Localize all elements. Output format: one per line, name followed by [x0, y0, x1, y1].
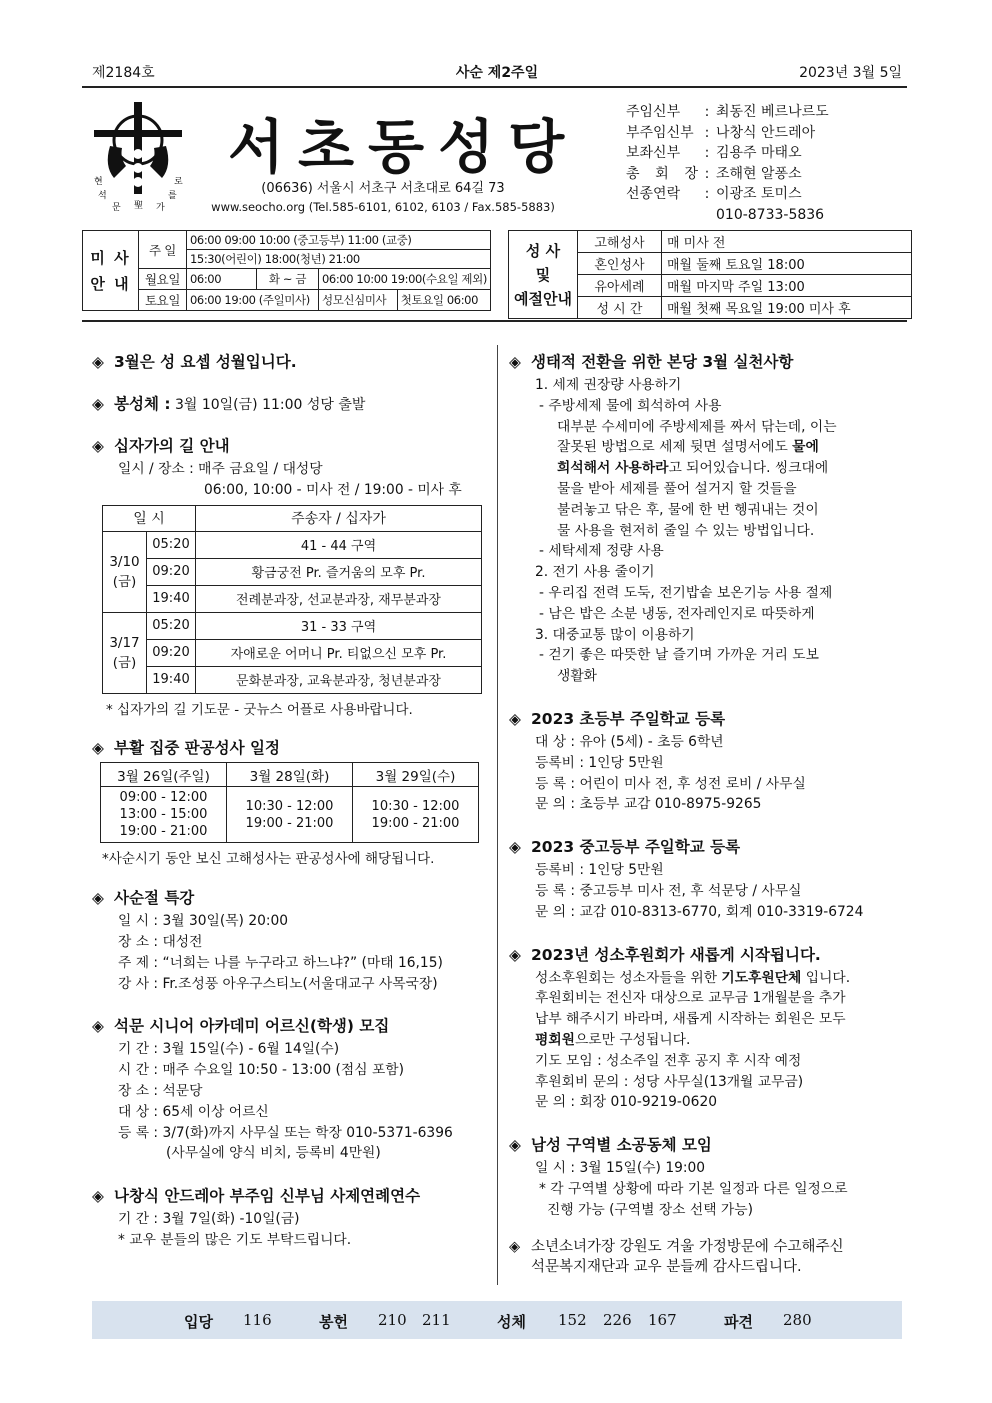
notice-st-joseph: ◈ 3월은 성 요셉 성월입니다. — [92, 353, 297, 371]
clergy-row: 보좌신부 : 김용주 마태오 — [626, 145, 802, 161]
church-logo-icon — [90, 96, 186, 212]
offertory-hymn: 210 — [378, 1311, 407, 1329]
stations-table — [102, 505, 482, 694]
table-row: 19:40 전례분과장, 선교분과장, 재무분과장 — [103, 585, 482, 612]
diamond-bullet-icon: ◈ — [92, 1017, 104, 1036]
offertory-hymn: 211 — [422, 1311, 451, 1329]
communion-hymn: 167 — [648, 1311, 677, 1329]
logo-char: 문 — [112, 203, 121, 212]
notice-thanks: ◈ 소년소녀가장 강원도 겨울 가정방문에 수고해주신 석문복지재단과 교우 분들께 감사드립니다. — [509, 1238, 844, 1276]
sacraments-table — [508, 230, 912, 319]
diamond-bullet-icon: ◈ — [92, 889, 104, 908]
offertory-label: 봉헌 — [319, 1313, 348, 1331]
notice-stations-of-cross: ◈ 십자가의 길 안내 일시 / 장소 : 매주 금요일 / 대성당 06:00, 10:00 - 미사 전 / 19:00 - 미사 후 일 시 주송자 / 십자가 3/10 (금) 05:20 41 - 44 구역 09:20 황금궁전 Pr. 즐거움의 모후 Pr. 19:40 전례분과장, 선교분과장, 재무분과장 3/17 (금) 05:20 31 - 33 구역 09:20 자애로운 어머니 Pr. 티없으신 모후 Pr. 19:40 문화분과장, 교육분과장, 청년분과장 * 십자가의 길 기도문 - 굿뉴스 어플로 사용바랍니다. — [92, 434, 482, 720]
mass-sunday-row2: 15:30(어린이) 18:00(청년) 21:00 — [187, 250, 491, 269]
confession-table — [100, 762, 479, 843]
clergy-row: 주임신부 : 최동진 베르나르도 — [626, 104, 829, 120]
mass-day-tue-fri: 화 ~ 금 — [257, 269, 319, 290]
logo-char: 로 — [174, 177, 183, 187]
logo-char: 가 — [156, 203, 165, 212]
diamond-bullet-icon: ◈ — [92, 395, 104, 413]
mass-first-saturday: 첫토요일 06:00 — [397, 290, 490, 311]
communion-label: 성체 — [497, 1313, 526, 1331]
mass-schedule-table — [82, 230, 491, 311]
diamond-bullet-icon: ◈ — [509, 1238, 521, 1255]
table-header: 3월 28일(화) — [227, 763, 353, 787]
mass-day-saturday: 토요일 — [139, 290, 187, 311]
mass-saturday-time: 06:00 19:00 (주일미사) — [187, 290, 319, 311]
website-contact: www.seocho.org (Tel.585-6101, 6102, 6103 / Fax.585-5883) — [211, 200, 555, 214]
mass-saturday-extra: 성모신심미사 — [319, 290, 398, 311]
confession-note: *사순시기 동안 보신 고해성사는 판공성사에 해당됩니다. — [102, 851, 435, 868]
issue-number: 제2184호 — [92, 65, 155, 81]
notice-elementary-school: ◈ 2023 초등부 주일학교 등록 대 상 : 유아 (5세) - 초등 6학년 등록비 : 1인당 5만원 등 록 : 어린이 미사 전, 후 성전 로비 / 사무실 문 의 : 초등부 교감 010-8975-9265 — [509, 709, 806, 813]
sacrament-time: 매 미사 전 — [661, 231, 911, 253]
notice-men-community: ◈ 남성 구역별 소공동체 모임 일 시 : 3월 15일(수) 19:00 * 각 구역별 상황에 따라 기본 일정과 다른 일정으로 진행 가능 (구역별 장소 선택 가능) — [509, 1136, 848, 1218]
table-row: 09:20 황금궁전 Pr. 즐거움의 모후 Pr. — [103, 558, 482, 585]
church-name: 서초동성당 — [228, 113, 579, 181]
dismissal-label: 파견 — [724, 1313, 753, 1331]
clergy-row: 총 회 장 : 조해현 알퐁소 — [626, 165, 802, 182]
logo-char: 석 — [98, 191, 107, 201]
address-line: (06636) 서울시 서초구 서초대로 64길 73 — [261, 181, 505, 196]
communion-hymn: 226 — [603, 1311, 632, 1329]
header-rule-bottom — [82, 320, 907, 322]
notice-confession-schedule: ◈ 부활 집중 판공성사 일정 3월 26일(주일) 3월 28일(화) 3월 29일(수) 09:00 - 12:00 13:00 - 15:00 19:00 - 21:00 10:30 - 12:00 19:00 - 21:00 10:30 - 12:00 19:00 - 21:00 *사순시기 동안 보신 고해성사는 판공성사에 해당됩니다. — [92, 736, 482, 870]
mass-monday-time: 06:00 — [187, 269, 257, 290]
sacraments-head: 성 사 및 예절안내 — [509, 231, 578, 319]
table-row: 09:20 자애로운 어머니 Pr. 티없으신 모후 Pr. — [103, 639, 482, 666]
table-row: 3/17 (금) 05:20 31 - 33 구역 — [103, 612, 482, 639]
mass-sunday-row1: 06:00 09:00 10:00 (중고등부) 11:00 (교중) — [187, 231, 491, 250]
table-row: 19:40 문화분과장, 교육분과장, 청년분과장 — [103, 666, 482, 693]
diamond-bullet-icon: ◈ — [509, 945, 521, 964]
diamond-bullet-icon: ◈ — [509, 838, 521, 857]
right-column — [509, 350, 905, 1298]
header-rule-top — [82, 86, 907, 88]
clergy-row: 부주임신부 : 나창식 안드레아 — [626, 124, 816, 141]
diamond-bullet-icon: ◈ — [92, 353, 104, 371]
diamond-bullet-icon: ◈ — [509, 1136, 521, 1155]
dismissal-hymn: 280 — [783, 1311, 812, 1329]
clergy-phone: 010-8733-5836 — [716, 206, 825, 223]
communion-hymn: 152 — [558, 1311, 587, 1329]
logo-char: 聖 — [134, 201, 144, 211]
logo-char: 현 — [94, 177, 103, 187]
notice-middle-high-school: ◈ 2023 중고등부 주일학교 등록 등록비 : 1인당 5만원 등 록 : 중고등부 미사 전, 후 석문당 / 사무실 문 의 : 교감 010-8313-6770, 회계 010-3319-6724 — [509, 838, 864, 920]
mass-head: 미 사 안 내 — [83, 231, 139, 311]
mass-day-monday: 월요일 — [139, 269, 187, 290]
diamond-bullet-icon: ◈ — [509, 353, 521, 371]
table-row: 09:00 - 12:00 13:00 - 15:00 19:00 - 21:00 10:30 - 12:00 19:00 - 21:00 10:30 - 12:00 19:00 - 21:00 — [101, 787, 479, 843]
left-column — [92, 350, 482, 1271]
diamond-bullet-icon: ◈ — [92, 437, 104, 455]
sacrament-time: 매월 둘째 토요일 18:00 — [661, 253, 911, 275]
sacrament-name: 고해성사 — [577, 231, 661, 253]
sacrament-name: 성 시 간 — [577, 297, 661, 319]
table-header: 주송자 / 십자가 — [196, 505, 482, 531]
notice-vocation-support: ◈ 2023년 성소후원회가 새롭게 시작됩니다. 성소후원회는 성소자들을 위한 기도후원단체 입니다. 후원회비는 전신자 대상으로 교무금 1개월분을 추가 납부 해주시기 바라며, 새롭게 시작하는 회원은 모두 평회원으로만 구성됩니다. 기도 모임 : 성소주일 전후 공지 후 시작 예정 후원회비 문의 : 성당 사무실(13개월 교무금) 문 의 : 회장 010-9219-0620 — [509, 945, 851, 1111]
mass-day-sunday: 주 일 — [139, 231, 187, 269]
entry-hymn: 116 — [243, 1311, 272, 1329]
sacrament-time: 매월 마지막 주일 13:00 — [661, 275, 911, 297]
table-header: 일 시 — [103, 505, 196, 531]
church-address — [208, 180, 558, 216]
sacrament-time: 매월 첫째 목요일 19:00 미사 후 — [661, 297, 911, 319]
sacrament-name: 유아세례 — [577, 275, 661, 297]
diamond-bullet-icon: ◈ — [92, 1187, 104, 1206]
logo-char: 를 — [168, 191, 177, 201]
liturgical-week: 사순 제2주일 — [455, 65, 539, 81]
notice-priest-retreat: ◈ 나창식 안드레아 부주임 신부님 사제연례연수 기 간 : 3월 7일(화) -10일(금) * 교우 분들의 많은 기도 부탁드립니다. — [92, 1187, 421, 1248]
diamond-bullet-icon: ◈ — [92, 739, 104, 758]
notice-ecological-conversion: ◈ 생태적 전환을 위한 본당 3월 실천사항 1. 세제 권장량 사용하기 - 주방세제 물에 희석하여 사용 대부분 수세미에 주방세제를 짜서 닦는데, 이는 잘못된 방법으로 세제 뒷면 설명서에도 물에 희석해서 사용하라고 되어있습니다. 씽크대에 물을 받아 세제를 풀어 설거지 할 것들을 불려놓고 닦은 후, 물에 한 번 헹궈내는 것이 물 사용을 현저히 줄일 수 있는 방법입니다. - 세탁세제 정량 사용 2. 전기 사용 줄이기 - 우리집 전력 도둑, 전기밥솥 보온기능 사용 절제 - 남은 밥은 소분 냉동, 전자레인지로 따뜻하게 3. 대중교통 많이 이용하기 - 걷기 좋은 따뜻한 날 즐기며 가까운 거리 도보 생활화 — [509, 353, 837, 685]
clergy-list — [626, 102, 829, 225]
table-row: 3/10 (금) 05:20 41 - 44 구역 — [103, 531, 482, 558]
clergy-row: 선종연락 : 이광조 토미스 — [626, 186, 802, 202]
notice-lent-lecture: ◈ 사순절 특강 일 시 : 3월 30일(목) 20:00 장 소 : 대성전 주 제 : “너희는 나를 누구라고 하느냐?” (마태 16,15) 강 사 : Fr.조성풍 아우구스티노(서울대교구 사목국장) — [92, 889, 443, 992]
notice-senior-academy: ◈ 석문 시니어 아카데미 어르신(학생) 모집 기 간 : 3월 15일(수) - 6월 14일(수) 시 간 : 매주 수요일 10:50 - 13:00 (점심 포함) 장 소 : 석문당 대 상 : 65세 이상 어르신 등 록 : 3/7(화)까지 사무실 또는 학장 010-5371-6396 (사무실에 양식 비치, 등록비 4만원) — [92, 1017, 453, 1162]
column-divider — [497, 345, 498, 1285]
issue-header — [92, 62, 902, 84]
issue-date: 2023년 3월 5일 — [799, 65, 902, 81]
mass-readings-footer — [92, 1301, 902, 1339]
sacrament-name: 혼인성사 — [577, 253, 661, 275]
notice-communion-visit: ◈ 봉성체 : 3월 10일(금) 11:00 성당 출발 — [92, 395, 366, 413]
mass-tue-fri-time: 06:00 10:00 19:00(수요일 제외) — [319, 269, 491, 290]
stations-note: * 십자가의 길 기도문 - 굿뉴스 어플로 사용바랍니다. — [106, 701, 413, 718]
entry-label: 입당 — [184, 1313, 213, 1331]
diamond-bullet-icon: ◈ — [509, 709, 521, 728]
table-header: 3월 29일(수) — [353, 763, 479, 787]
table-header: 3월 26일(주일) — [101, 763, 227, 787]
